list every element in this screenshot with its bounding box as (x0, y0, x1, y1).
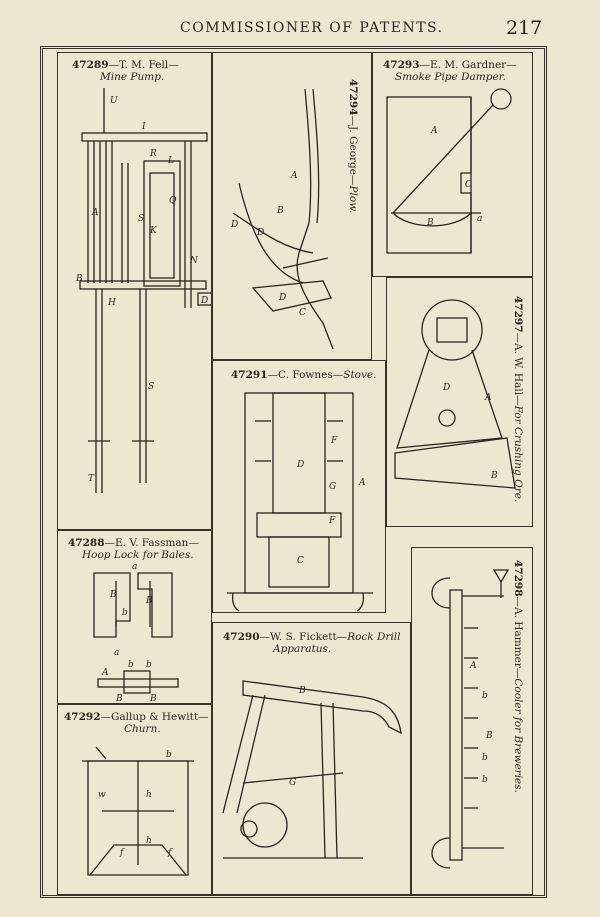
panel-cooler (411, 547, 533, 895)
svg-text:B: B (76, 274, 83, 284)
svg-text:D: D (231, 220, 239, 230)
panel-churn (57, 704, 212, 895)
svg-text:a: a (477, 214, 483, 224)
svg-text:A: A (291, 171, 298, 181)
svg-text:D: D (443, 383, 451, 393)
page-number: 217 (506, 17, 543, 39)
running-head: COMMISSIONER OF PATENTS. (180, 20, 444, 36)
svg-text:B: B (116, 694, 123, 704)
svg-text:b: b (482, 753, 488, 763)
panel-hoop-lock (57, 530, 212, 704)
damper-drawing (373, 53, 533, 277)
svg-text:C: C (299, 308, 306, 318)
stove-drawing (213, 361, 386, 613)
svg-text:F: F (329, 516, 336, 526)
svg-text:R: R (150, 149, 157, 159)
svg-text:T: T (88, 474, 95, 484)
svg-text:L: L (168, 156, 174, 166)
page-header (0, 0, 600, 46)
svg-text:G: G (289, 778, 297, 788)
panel-rock-drill (212, 622, 411, 895)
svg-text:B: B (150, 694, 157, 704)
ore-crusher-drawing (387, 278, 533, 527)
svg-text:D: D (201, 296, 209, 306)
svg-text:D: D (297, 460, 305, 470)
mine-pump-drawing (58, 53, 212, 530)
panel-smoke-pipe-damper (372, 52, 533, 277)
patent-plate (40, 46, 547, 898)
caption-hoop-lock: 47288—E. V. Fassman— Hoop Lock for Bales. (68, 537, 199, 561)
panel-plow (212, 52, 372, 360)
svg-text:A: A (470, 661, 477, 671)
svg-text:C: C (465, 180, 472, 190)
caption-rock-drill: 47290—W. S. Fickett—Rock Drill Apparatus. (223, 631, 401, 655)
svg-text:S: S (148, 382, 155, 392)
svg-text:b: b (166, 750, 172, 760)
svg-text:A: A (431, 126, 438, 136)
svg-text:C: C (297, 556, 304, 566)
svg-text:h: h (146, 790, 152, 800)
svg-text:a: a (114, 648, 120, 658)
svg-text:B: B (299, 686, 306, 696)
svg-text:U: U (110, 96, 118, 106)
svg-text:N: N (190, 256, 198, 266)
panel-crushing-ore (386, 277, 533, 527)
svg-text:B: B (146, 596, 153, 606)
caption-churn: 47292—Gallup & Hewitt— Churn. (64, 711, 209, 735)
svg-text:b: b (122, 608, 128, 618)
svg-text:S: S (138, 214, 145, 224)
svg-text:f: f (168, 848, 172, 858)
svg-text:G: G (329, 482, 337, 492)
svg-text:B: B (486, 731, 493, 741)
caption-mine-pump: 47289—T. M. Fell— Mine Pump. (72, 59, 179, 83)
svg-text:F: F (331, 436, 338, 446)
caption-cooler: 47298—A. Hammer—Cooler for Breweries. (512, 560, 524, 793)
svg-text:f: f (120, 848, 124, 858)
svg-text:B: B (491, 471, 498, 481)
caption-stove: 47291—C. Fownes—Stove. (231, 369, 377, 381)
svg-text:b: b (128, 660, 134, 670)
svg-text:A: A (92, 208, 99, 218)
svg-text:w: w (98, 790, 106, 800)
svg-text:A: A (102, 668, 109, 678)
svg-text:b: b (482, 691, 488, 701)
churn-drawing (58, 705, 212, 895)
svg-text:I: I (142, 122, 146, 132)
svg-text:B: B (277, 206, 284, 216)
panel-stove (212, 360, 386, 613)
svg-text:B: B (110, 590, 117, 600)
svg-text:B: B (427, 218, 434, 228)
rock-drill-drawing (213, 623, 411, 895)
svg-text:K: K (150, 226, 157, 236)
hoop-lock-drawing (58, 531, 212, 704)
caption-plow: 47294—J. George—Plow. (347, 79, 359, 214)
svg-text:a: a (132, 562, 138, 572)
caption-crushing-ore: 47297—A. W. Hall—For Crushing Ore. (512, 296, 524, 503)
svg-text:A: A (485, 393, 492, 403)
panel-mine-pump (57, 52, 212, 530)
svg-text:A: A (359, 478, 366, 488)
cooler-drawing (412, 548, 533, 895)
svg-text:D: D (257, 228, 265, 238)
svg-text:Q: Q (169, 196, 177, 206)
svg-text:H: H (108, 298, 116, 308)
svg-text:h: h (146, 836, 152, 846)
svg-text:D: D (279, 293, 287, 303)
svg-text:b: b (482, 775, 488, 785)
caption-smoke-pipe-damper: 47293—E. M. Gardner— Smoke Pipe Damper. (383, 59, 517, 83)
plow-drawing (213, 53, 372, 360)
svg-text:b: b (146, 660, 152, 670)
